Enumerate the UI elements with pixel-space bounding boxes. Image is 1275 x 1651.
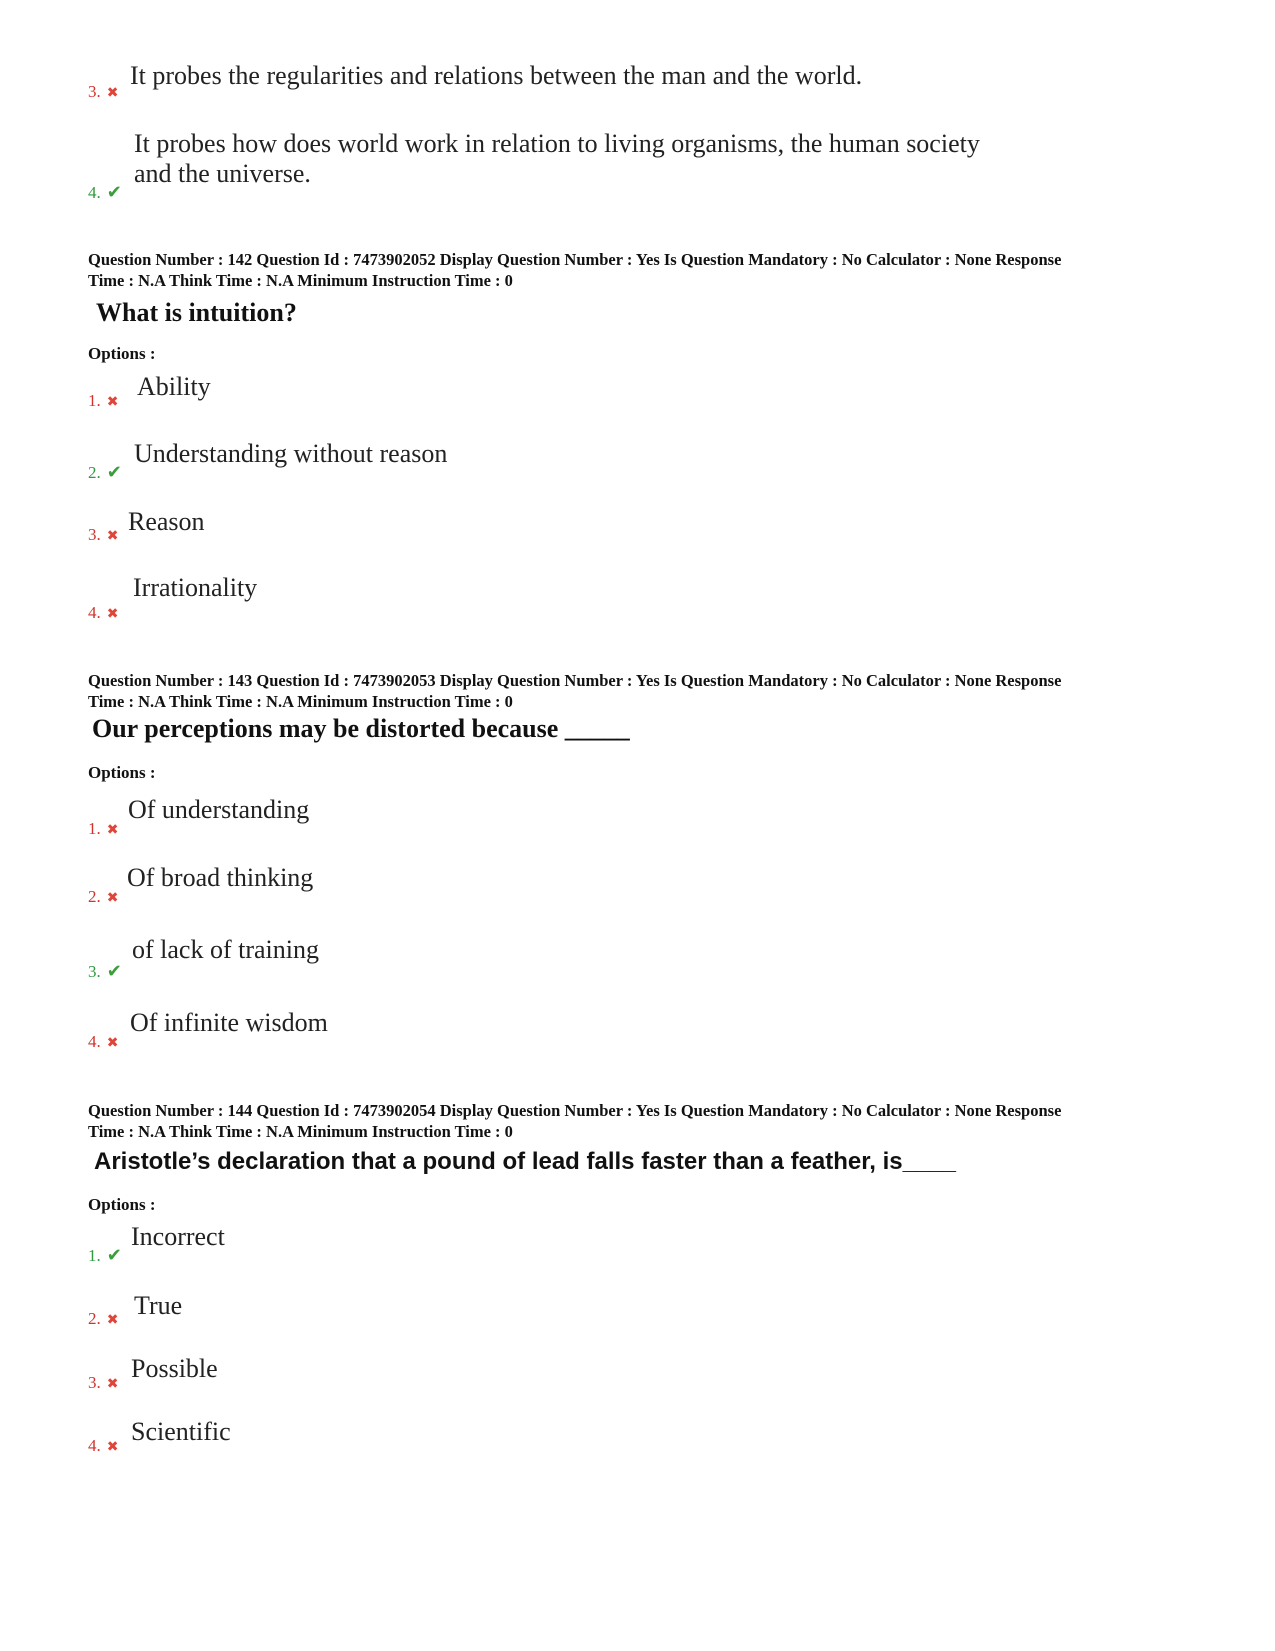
cross-icon: ✖	[106, 1440, 119, 1455]
check-icon: ✔	[106, 462, 122, 482]
option-number: 2. ✖	[88, 1309, 119, 1328]
option-text: Incorrect	[131, 1222, 225, 1251]
option-text: Ability	[137, 372, 211, 401]
question-meta	[88, 1100, 1198, 1142]
cross-icon: ✖	[106, 395, 119, 410]
option-text: Possible	[131, 1354, 218, 1383]
option-number: 3. ✔	[88, 961, 122, 981]
option-number: 2. ✖	[88, 887, 119, 906]
question-text: What is intuition?	[96, 298, 297, 327]
option-text: It probes the regularities and relations between the man and the world.	[130, 61, 863, 90]
option-number: 3. ✖	[88, 82, 119, 101]
option-text: Of understanding	[128, 795, 310, 824]
option-text: and the universe.	[134, 159, 311, 188]
option-number: 4. ✔	[88, 182, 122, 202]
cross-icon: ✖	[106, 1313, 119, 1328]
question-meta	[88, 670, 1198, 712]
option-text: Irrationality	[133, 573, 258, 602]
meta-line: Time : N.A Think Time : N.A Minimum Instruction Time : 0	[88, 1122, 513, 1141]
option-number: 3. ✖	[88, 1373, 119, 1392]
meta-line: Time : N.A Think Time : N.A Minimum Instruction Time : 0	[88, 692, 513, 711]
option-number: 4. ✖	[88, 1032, 119, 1051]
option-text: Understanding without reason	[134, 439, 448, 468]
question-text: Aristotle’s declaration that a pound of lead falls faster than a feather, is____	[94, 1148, 957, 1175]
meta-line: Question Number : 144 Question Id : 7473902054 Display Question Number : Yes Is Question Mandatory : No Calculator : None Response	[88, 1101, 1062, 1120]
cross-icon: ✖	[106, 529, 119, 544]
option-text: It probes how does world work in relation to living organisms, the human society	[134, 129, 980, 158]
check-icon: ✔	[106, 961, 122, 981]
options-label: Options :	[88, 344, 156, 363]
option-number: 3. ✖	[88, 525, 119, 544]
option-number: 1. ✔	[88, 1245, 122, 1265]
question-meta	[88, 249, 1198, 291]
option-text: Scientific	[131, 1417, 231, 1446]
option-number: 1. ✖	[88, 391, 119, 410]
check-icon: ✔	[106, 1245, 122, 1265]
cross-icon: ✖	[106, 86, 119, 101]
cross-icon: ✖	[106, 1377, 119, 1392]
options-label: Options :	[88, 763, 156, 782]
options-label: Options :	[88, 1195, 156, 1214]
option-text: Of infinite wisdom	[130, 1008, 328, 1037]
option-text: Reason	[128, 507, 205, 536]
option-number: 4. ✖	[88, 1436, 119, 1455]
option-number: 4. ✖	[88, 603, 119, 622]
meta-line: Time : N.A Think Time : N.A Minimum Instruction Time : 0	[88, 271, 513, 290]
meta-line: Question Number : 143 Question Id : 7473902053 Display Question Number : Yes Is Question Mandatory : No Calculator : None Response	[88, 671, 1062, 690]
option-text: Of broad thinking	[127, 863, 314, 892]
option-text: True	[134, 1291, 183, 1320]
meta-line: Question Number : 142 Question Id : 7473902052 Display Question Number : Yes Is Question Mandatory : No Calculator : None Response	[88, 250, 1062, 269]
cross-icon: ✖	[106, 607, 119, 622]
cross-icon: ✖	[106, 1036, 119, 1051]
option-number: 2. ✔	[88, 462, 122, 482]
cross-icon: ✖	[106, 891, 119, 906]
cross-icon: ✖	[106, 823, 119, 838]
option-text: of lack of training	[132, 935, 319, 964]
question-text: Our perceptions may be distorted because _____	[92, 714, 630, 743]
check-icon: ✔	[106, 182, 122, 202]
option-number: 1. ✖	[88, 819, 119, 838]
